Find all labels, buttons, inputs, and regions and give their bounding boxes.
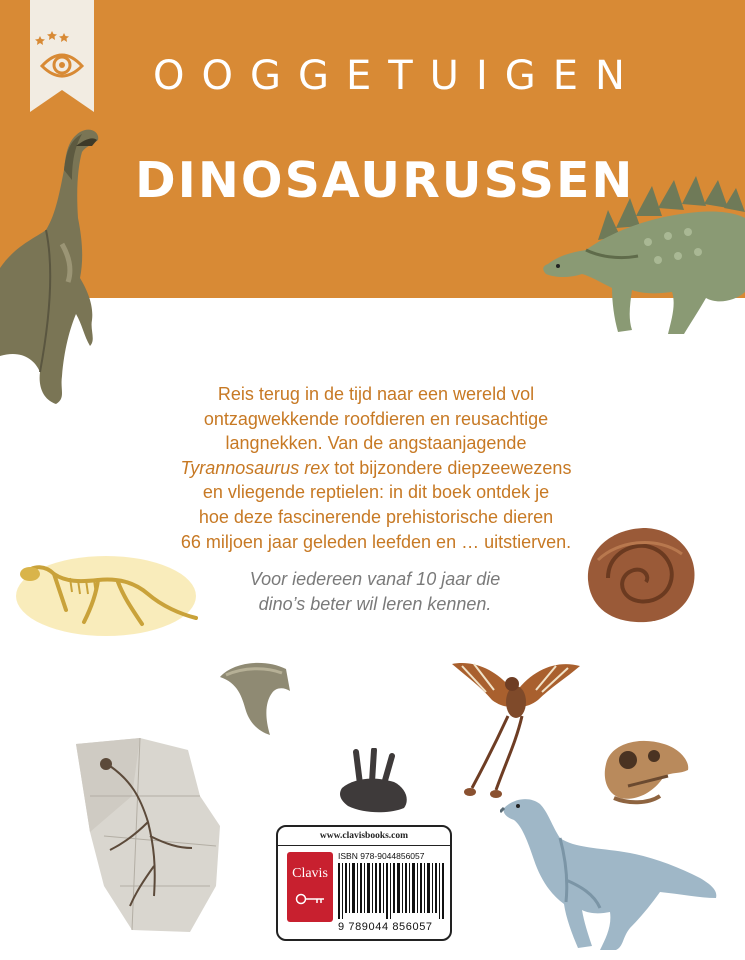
back-cover-blurb — [160, 382, 592, 554]
isbn-label: ISBN 978-9044856057 — [338, 851, 425, 861]
key-icon — [295, 892, 325, 906]
blurb-line: 66 miljoen jaar geleden leefden en … uitstierven. — [180, 531, 572, 552]
fossil-hand-image — [334, 748, 414, 820]
blurb-line: Reis terug in de tijd naar een wereld vol — [217, 384, 535, 404]
clavis-logo-text: Clavis — [292, 866, 328, 881]
flying-feathered-dinosaur-image — [446, 652, 584, 800]
feathered-dinosaur-image — [500, 790, 720, 950]
barcode-icon — [338, 863, 444, 919]
tagline-line: Voor iedereen vanaf 10 jaar die — [249, 569, 501, 589]
blurb-line-rest: tot bijzondere diepzeewezens — [329, 457, 572, 478]
skeleton-fossil-image — [14, 552, 206, 640]
blurb-line: langnekken. Van de angstaanjagende — [225, 433, 527, 454]
fossil-claw-image — [214, 657, 296, 739]
book-title: DINOSAURUSSEN — [135, 152, 635, 209]
blurb-line: en vliegende reptielen: in dit boek ontdek je — [202, 482, 550, 503]
species-name: Tyrannosaurus rex — [180, 457, 330, 478]
eye-with-stars-icon — [30, 0, 94, 112]
long-neck-dinosaur-image — [0, 118, 115, 408]
publisher-barcode-block — [276, 825, 452, 941]
ammonite-fossil-image — [578, 520, 702, 628]
clavis-logo — [287, 852, 333, 922]
blurb-line: hoe deze fascinerende prehistorische dieren — [198, 506, 554, 527]
ean-number: 9 789044 856057 — [338, 921, 433, 933]
blurb-line — [160, 456, 592, 481]
publisher-website[interactable]: www.clavisbooks.com — [278, 827, 450, 846]
stegosaurus-image — [538, 152, 745, 340]
blurb-line: ontzagwekkende roofdieren en reusachtige — [203, 408, 549, 429]
tagline-line: dino’s beter wil leren kennen. — [258, 594, 492, 614]
age-tagline — [220, 567, 530, 617]
series-title: OOGGETUIGEN — [153, 53, 642, 99]
fossil-slab-image — [70, 736, 250, 934]
